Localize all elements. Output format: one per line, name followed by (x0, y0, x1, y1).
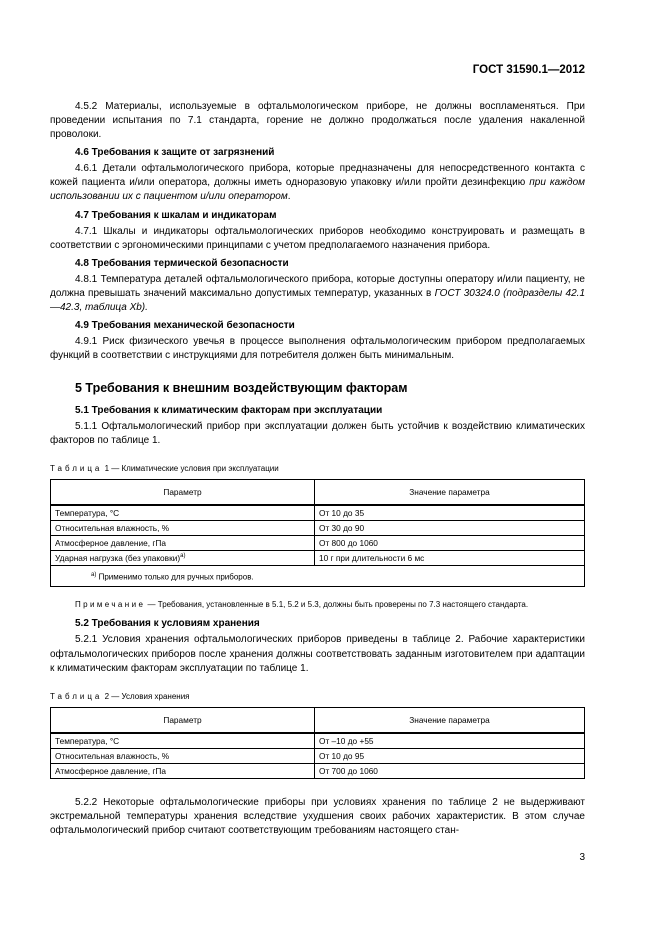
cell-text: Ударная нагрузка (без упаковки) (55, 553, 181, 564)
heading-5-1: 5.1 Требования к климатическим факторам при эксплуатации (75, 405, 383, 417)
table-footnote (51, 566, 585, 587)
table-row (51, 551, 585, 566)
table-header-row (51, 707, 585, 733)
table-2-caption (50, 692, 585, 701)
page-content (50, 100, 585, 838)
table-cell: От 10 до 35 (315, 505, 585, 521)
caption-text: 1 — Климатические условия при эксплуатации (102, 464, 279, 474)
table-cell (51, 551, 315, 566)
text-span: 4.8.1 Температура деталей офтальмологического прибора, которые доступны оператору и/или пациенту, не должна превышать значений максимально допустимых температур, указанных в (50, 273, 585, 299)
note-word: Примечание (75, 600, 146, 610)
table-row (51, 748, 585, 763)
table-row (51, 536, 585, 551)
text-span: 4.6.1 Детали офтальмологического прибора, которые предназначены для непосредственного контакта с кожей пациента и/или оператора, должны иметь одноразовую упаковку и/или пройти дезинфекцию (50, 163, 585, 189)
footnote-ref: а) (180, 553, 186, 560)
spacer (50, 779, 585, 796)
table-cell: 10 г при длительности 6 мс (315, 551, 585, 566)
table-cell: От 700 до 1060 (315, 763, 585, 778)
table-footnote-row (51, 566, 585, 587)
table-1 (50, 479, 585, 587)
heading-4-8: 4.8 Требования термической безопасности (75, 257, 289, 269)
note-paragraph (50, 599, 585, 610)
table-cell: Температура, °С (51, 733, 315, 749)
table-row (51, 521, 585, 536)
heading-5-2: 5.2 Требования к условиям хранения (75, 618, 260, 630)
table-cell: Относительная влажность, % (51, 521, 315, 536)
paragraph-4-8-1 (50, 273, 585, 315)
table-row (51, 763, 585, 778)
table-1-caption (50, 464, 585, 473)
table-cell: Относительная влажность, % (51, 748, 315, 763)
page-number: 3 (579, 852, 585, 863)
paragraph-4-5-2: 4.5.2 Материалы, используемые в офтальмологическом приборе, не должны воспламеняться. При проведении испытания по 7.1 стандарта, горение не должно продолжаться после удаления накаленной проволоки. (50, 101, 585, 141)
italic-text: при каждом использовании их с пациентом и/или оператором (50, 177, 586, 203)
paragraph-4-6-1 (50, 162, 585, 204)
heading-section-5: 5 Требования к внешним воздействующим факторам (75, 381, 408, 396)
table-cell: Атмосферное давление, гПа (51, 763, 315, 778)
table-cell: От 30 до 90 (315, 521, 585, 536)
heading-4-7: 4.7 Требования к шкалам и индикаторам (75, 209, 277, 221)
table-cell: От 10 до 95 (315, 748, 585, 763)
table-header-row (51, 480, 585, 506)
table-cell: От –10 до +55 (315, 733, 585, 749)
column-header: Значение параметра (315, 707, 585, 733)
caption-word: Таблица (50, 464, 103, 474)
table-2 (50, 707, 585, 779)
standard-header: ГОСТ 31590.1—2012 (472, 64, 585, 76)
table-row (51, 733, 585, 749)
paragraph-4-9-1: 4.9.1 Риск физического увечья в процессе выполнения офтальмологическим прибором предполагаемых функций в соответствии с инструкциями для потребителя должен быть минимальным. (50, 336, 585, 362)
caption-text: 2 — Условия хранения (102, 691, 190, 701)
table-row (51, 505, 585, 521)
italic-reference: ГОСТ 30324.0 (подразделы 42.1—42.3, таблица Xb). (50, 287, 586, 313)
paragraph-4-7-1: 4.7.1 Шкалы и индикаторы офтальмологических приборов необходимо конструировать и размещать в соответствии с эргономическими принципами с учетом предполагаемого назначения прибора. (50, 225, 585, 251)
footnote-text: Применимо только для ручных приборов. (98, 572, 254, 582)
table-cell: Атмосферное давление, гПа (51, 536, 315, 551)
paragraph-5-2-1: 5.2.1 Условия хранения офтальмологических приборов приведены в таблице 2. Рабочие характеристики офтальмологических приборов после хранения должны соответствовать заданным изготовителем при адаптации к климатическим факторам эксплуатации по таблице 1. (50, 634, 585, 674)
table-cell: От 800 до 1060 (315, 536, 585, 551)
table-cell: Температура, °С (51, 505, 315, 521)
paragraph-5-2-2: 5.2.2 Некоторые офтальмологические приборы при условиях хранения по таблице 2 не выдерживают экстремальной температуры хранения вследствие ухудшения своих рабочих характеристик. В этом случае офтальмологический прибор считают соответствующим требованиям настоящего стан- (50, 796, 585, 836)
column-header: Параметр (51, 480, 315, 506)
text-span: . (287, 191, 291, 203)
note-text: — Требования, установленные в 5.1, 5.2 и 5.3, должны быть проверены по 7.3 настоящего стандарта. (145, 600, 529, 610)
paragraph-5-1-1: 5.1.1 Офтальмологический прибор при эксплуатации должен быть устойчив к воздействию климатических факторов по таблице 1. (50, 421, 585, 447)
column-header: Параметр (51, 707, 315, 733)
column-header: Значение параметра (315, 480, 585, 506)
heading-4-9: 4.9 Требования механической безопасности (75, 320, 295, 332)
caption-word: Таблица (50, 691, 103, 701)
footnote-mark: а) (91, 571, 97, 578)
heading-4-6: 4.6 Требования к защите от загрязнений (75, 147, 275, 159)
